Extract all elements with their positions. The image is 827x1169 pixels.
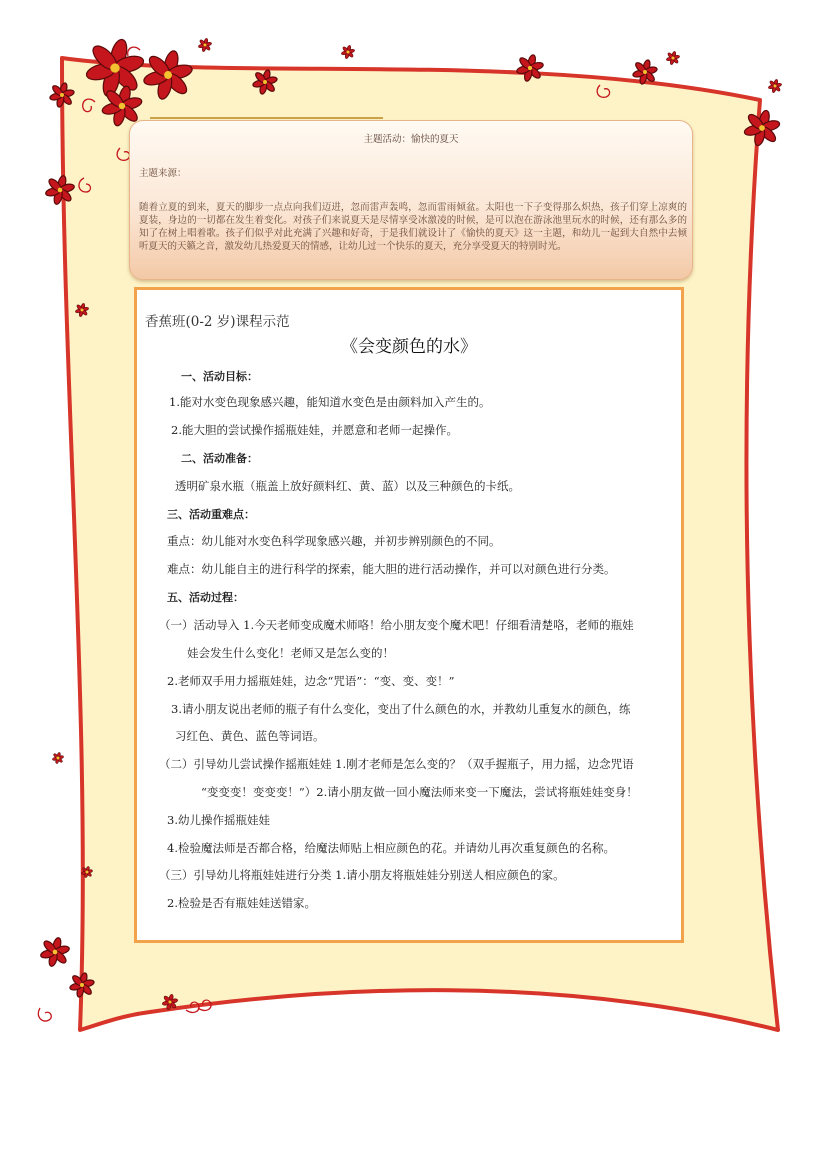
preparation-text: 透明矿泉水瓶（瓶盖上放好颜料红、黄、蓝）以及三种颜色的卡纸。 [175, 479, 520, 493]
poinsettia-flower [198, 38, 212, 52]
difficulty-text: 难点：幼儿能自主的进行科学的探索，能大胆的进行活动操作，并可以对颜色进行分类。 [167, 562, 616, 576]
lesson-title: 《会变颜色的水》 [341, 337, 477, 357]
poinsettia-flower [341, 45, 355, 59]
process-part-3-line-1: （三）引导幼儿将瓶娃娃进行分类 1.请小朋友将瓶娃娃分别送人相应颜色的家。 [159, 868, 565, 882]
process-part-2-line-2: “变变变！变变变！”）2.请小朋友做一回小魔法师来变一下魔法，尝试将瓶娃娃变身！ [201, 785, 638, 799]
process-part-2-line-1: （二）引导幼儿尝试操作摇瓶娃娃 1.刚才老师是怎么变的？（双手握瓶子，用力摇，边念咒语 [159, 757, 634, 771]
process-part-2-step-4: 4.检验魔法师是否都合格，给魔法师贴上相应颜色的花。并请幼儿再次重复颜色的名称。 [167, 841, 615, 855]
process-step-3-line-1: 3.请小朋友说出老师的瓶子有什么变化，变出了什么颜色的水，并教幼儿重复水的颜色，练 [171, 702, 631, 716]
theme-source-label: 主题来源： [139, 168, 187, 179]
process-part-3-step-2: 2.检验是否有瓶娃娃送错家。 [167, 896, 316, 910]
goal-item-2: 2.能大胆的尝试操作摇瓶娃娃，并愿意和老师一起操作。 [171, 423, 458, 437]
goal-item-1: 1.能对水变色现象感兴趣，能知道水变色是由颜料加入产生的。 [169, 395, 491, 409]
section-process-heading: 五、活动过程： [167, 591, 244, 604]
section-goals-heading: 一、活动目标： [181, 370, 258, 383]
process-part-1-line-1: （一）活动导入 1.今天老师变成魔术师咯！给小朋友变个魔术吧！仔细看清楚咯，老师的瓶娃 [159, 618, 634, 632]
section-key-points-heading: 三、活动重难点： [167, 508, 255, 521]
theme-header-box [129, 120, 693, 280]
poinsettia-flower [52, 752, 64, 764]
poinsettia-flower [666, 51, 680, 65]
process-step-3-line-2: 习红色、黄色、蓝色等词语。 [175, 729, 325, 743]
process-part-1-line-2: 娃会发生什么变化！老师又是怎么变的！ [187, 646, 394, 660]
lesson-plan-box [134, 287, 684, 943]
process-part-2-step-3: 3.幼儿操作摇瓶娃娃 [167, 813, 270, 827]
theme-description: 随着立夏的到来，夏天的脚步一点点向我们迈进，忽而雷声轰鸣，忽而雷雨倾盆。太阳也一下子变得那么炽热，孩子们穿上凉爽的夏装，身边的一切都在发生着变化。对孩子们来说夏天是尽情享受冰激凌的时候，是可以泡在游泳池里玩水的时候，还有那么多的知了在树上唱着歌。孩子们似乎对此充满了兴趣和好奇，于是我们就设计了《愉快的夏天》这一主题，和幼儿一起到大自然中去倾听夏天的天籁之音，激发幼儿热爱夏天的情感，让幼儿过一个快乐的夏天，充分享受夏天的特别时光。 [139, 202, 687, 252]
section-preparation-heading: 二、活动准备： [181, 452, 258, 465]
key-point-text: 重点：幼儿能对水变色科学现象感兴趣，并初步辨别颜色的不同。 [167, 534, 501, 548]
theme-title: 主题活动：愉快的夏天 [363, 134, 459, 145]
process-step-2: 2.老师双手用力摇瓶娃娃，边念“咒语”：“变、变、变！” [167, 674, 455, 688]
poinsettia-flower [40, 937, 70, 967]
poinsettia-flower [768, 79, 782, 93]
class-name: 香蕉班(0-2 岁)课程示范 [145, 314, 290, 330]
header-top-line [150, 117, 383, 119]
